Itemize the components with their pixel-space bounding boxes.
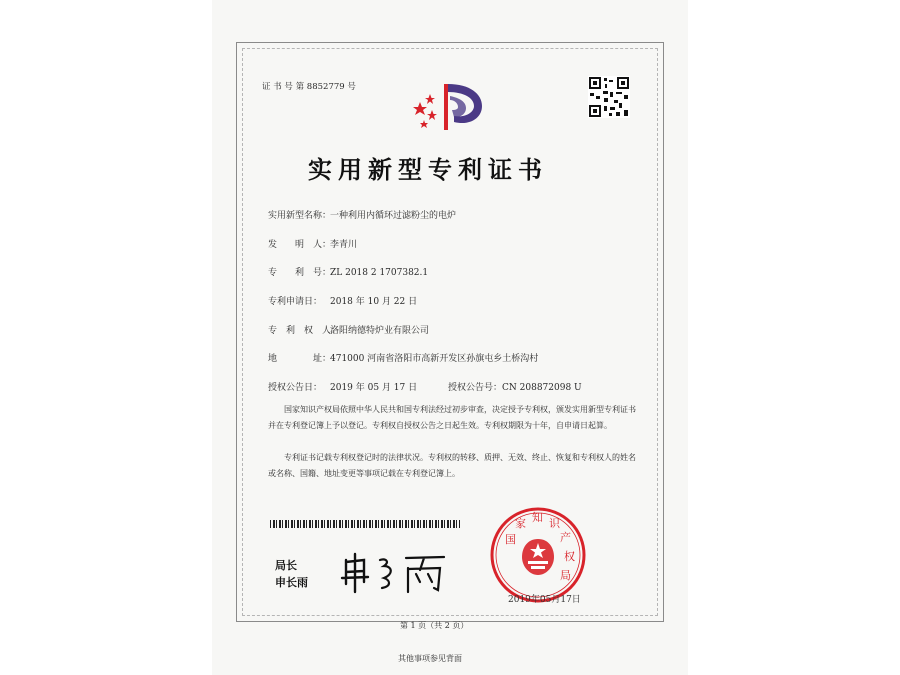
signature-icon (340, 550, 450, 598)
field-patentee (268, 323, 429, 336)
seal-date: 2019年05月17日 (508, 595, 581, 605)
field-value: 李青川 (330, 240, 358, 250)
field-address (268, 351, 538, 364)
field-value: 洛阳纳德特炉业有限公司 (330, 326, 430, 336)
page-number: 第 1 页（共 2 页） (400, 621, 469, 630)
director-title: 局长 (275, 559, 297, 572)
seal-char: 权 (564, 550, 575, 563)
cnipa-logo-icon (410, 70, 490, 140)
seal-char: 知 (532, 511, 543, 524)
field-grant-date (268, 380, 417, 393)
field-label: 专利申请日： (268, 297, 323, 307)
certificate-paragraph-2: 专利证书记载专利权登记时的法律状况。专利权的转移、质押、无效、终止、恢复和专利权人的姓名或名称、国籍、地址变更等事项记载在专利登记簿上。 (268, 453, 636, 478)
field-label: 实用新型名称： (268, 211, 332, 221)
certificate-paragraph-1: 国家知识产权局依照中华人民共和国专利法经过初步审查，决定授予专利权，颁发实用新型专利证书并在专利登记簿上予以登记。专利权自授权公告之日起生效。专利权期限为十年，自申请日起算。 (268, 405, 636, 430)
seal-char: 识 (549, 517, 560, 530)
footer-note: 其他事项参见背面 (398, 654, 462, 663)
field-value: ZL 2018 2 1707382.1 (330, 268, 429, 278)
field-label: 地 址： (268, 354, 332, 364)
field-label: 专 利 权 人： (268, 326, 341, 336)
seal-char: 产 (560, 531, 571, 544)
seal-char: 国 (505, 533, 516, 546)
field-value: 2019 年 05 月 17 日 (330, 383, 418, 393)
field-value: 471000 河南省洛阳市高新开发区孙旗屯乡土桥沟村 (330, 354, 539, 364)
field-value: CN 208872098 U (502, 383, 582, 393)
qr-code-icon (588, 76, 630, 122)
seal-char: 局 (560, 569, 571, 582)
field-application-date (268, 294, 417, 307)
barcode-icon (270, 520, 460, 528)
field-label: 授权公告号： (448, 383, 503, 393)
field-label: 发 明 人： (268, 240, 332, 250)
field-value: 2018 年 10 月 22 日 (330, 297, 418, 307)
certificate-number: 证 书 号 第 8852779 号 (262, 82, 356, 92)
field-announcement-number (448, 380, 582, 393)
field-value: 一种利用内循环过滤粉尘的电炉 (330, 211, 457, 221)
director-name: 申长雨 (275, 576, 308, 589)
field-inventor (268, 237, 357, 250)
certificate-title: 实用新型专利证书 (308, 155, 548, 184)
seal-char: 家 (515, 517, 526, 530)
field-label: 专 利 号： (268, 268, 332, 278)
field-label: 授权公告日： (268, 383, 323, 393)
field-patent-number (268, 265, 428, 278)
field-utility-model-name (268, 208, 456, 221)
